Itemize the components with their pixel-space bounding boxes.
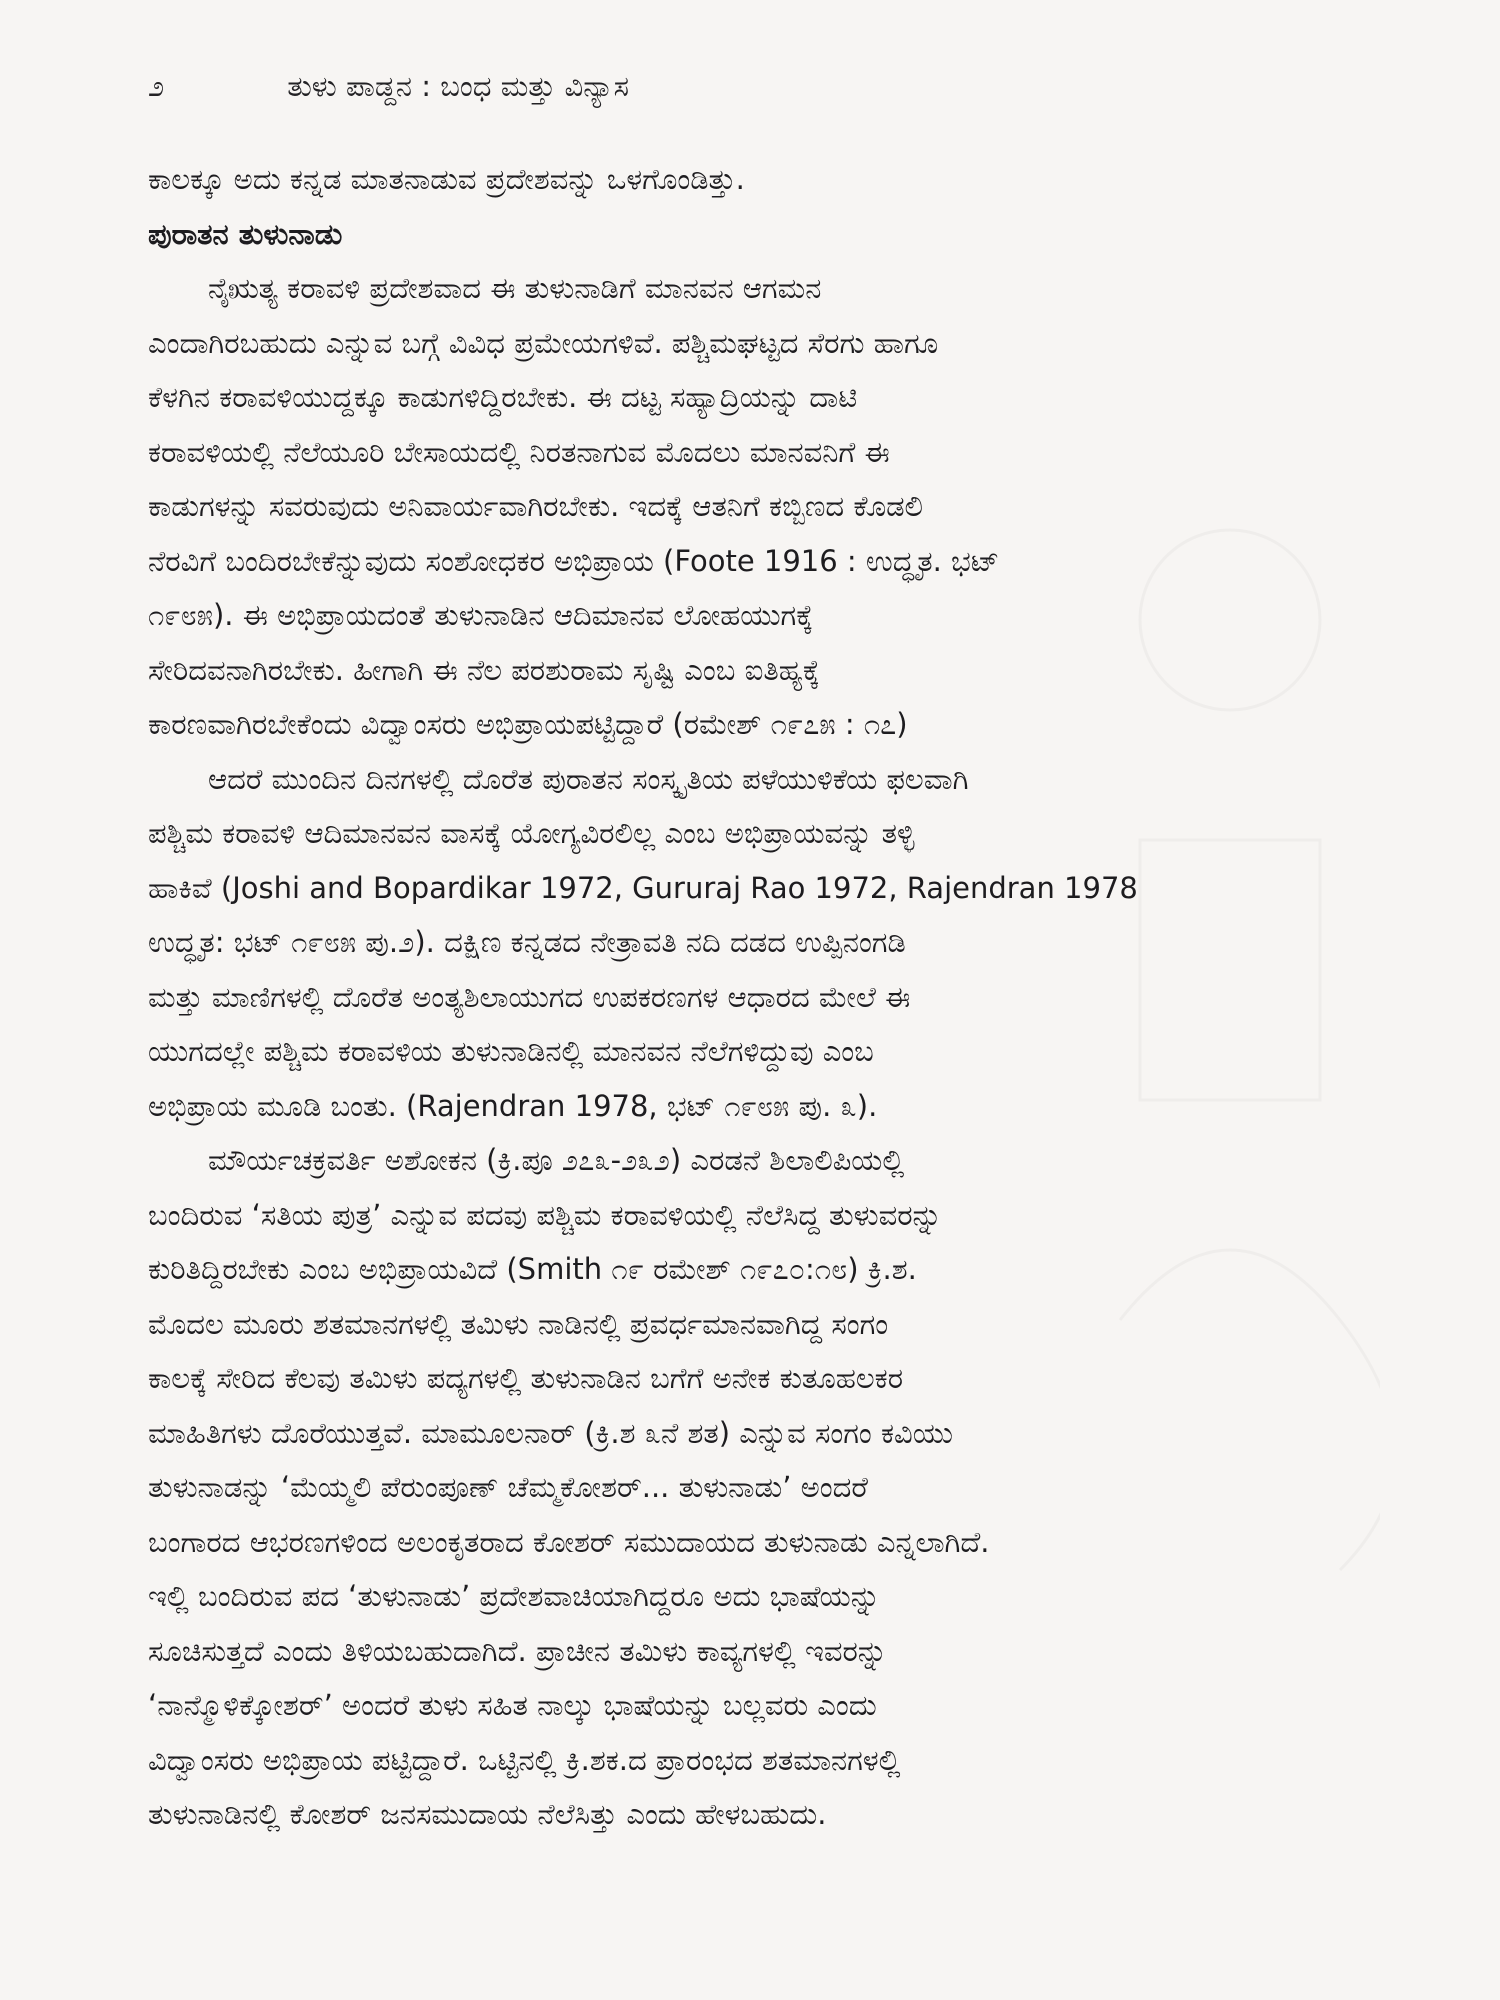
paragraph-line: ಮತ್ತು ಮಾಣಿಗಳಲ್ಲಿ ದೊರೆತ ಅಂತ್ಯಶಿಲಾಯುಗದ ಉಪಕರಣಗಳ ಆಧಾರದ ಮೇಲೆ ಈ	[148, 979, 911, 1014]
paragraph-line: ಕುರಿತಿದ್ದಿರಬೇಕು ಎಂಬ ಅಭಿಪ್ರಾಯವಿದೆ (Smith ೧೯ ರಮೇಶ್ ೧೯೭೦:೧೮) ಕ್ರಿ.ಶ.	[148, 1252, 917, 1286]
paragraph-line: ತುಳುನಾಡಿನಲ್ಲಿ ಕೋಶರ್ ಜನಸಮುದಾಯ ನೆಲೆಸಿತ್ತು ಎಂದು ಹೇಳಬಹುದು.	[148, 1797, 827, 1831]
paragraph-line: ಸೂಚಿಸುತ್ತದೆ ಎಂದು ತಿಳಿಯಬಹುದಾಗಿದೆ. ಪ್ರಾಚೀನ ತಮಿಳು ಕಾವ್ಯಗಳಲ್ಲಿ ಇವರನ್ನು	[148, 1633, 888, 1668]
paragraph-line: ಮಾಹಿತಿಗಳು ದೊರೆಯುತ್ತವೆ. ಮಾಮೂಲನಾರ್ (ಕ್ರಿ.ಶ ೩ನೆ ಶತ) ಎನ್ನುವ ಸಂಗಂ ಕವಿಯು	[148, 1415, 954, 1450]
paragraph-line: ಮೊದಲ ಮೂರು ಶತಮಾನಗಳಲ್ಲಿ ತಮಿಳು ನಾಡಿನಲ್ಲಿ ಪ್ರವರ್ಧಮಾನವಾಗಿದ್ದ ಸಂಗಂ	[148, 1306, 889, 1341]
paragraph-2	[148, 752, 1366, 1134]
paragraph-line: ತುಳುನಾಡನ್ನು ‘ಮೆಯ್ಮಲಿ ಪೆರುಂಪೂಣ್ ಚೆಮ್ಮಕೋಶರ್... ತುಳುನಾಡು’ ಅಂದರೆ	[148, 1470, 868, 1504]
paragraph-line: ವಿದ್ವಾಂಸರು ಅಭಿಪ್ರಾಯ ಪಟ್ಟಿದ್ದಾರೆ. ಒಟ್ಟಿನಲ್ಲಿ ಕ್ರಿ.ಶಕ.ದ ಪ್ರಾರಂಭದ ಶತಮಾನಗಳಲ್ಲಿ	[148, 1742, 901, 1777]
paragraph-line: ಇಲ್ಲಿ ಬಂದಿರುವ ಪದ ‘ತುಳುನಾಡು’ ಪ್ರದೇಶವಾಚಿಯಾಗಿದ್ದರೂ ಅದು ಭಾಷೆಯನ್ನು	[148, 1579, 880, 1613]
running-title: ತುಳು ಪಾಡ್ದನ : ಬಂಧ ಮತ್ತು ವಿನ್ಯಾಸ	[287, 69, 630, 103]
paragraph-line: ‘ನಾನ್ಮೊಳಿಕ್ಕೋಶರ್’ ಅಂದರೆ ತುಳು ಸಹಿತ ನಾಲ್ಕು ಭಾಷೆಯನ್ನು ಬಲ್ಲವರು ಎಂದು	[148, 1688, 877, 1722]
paragraph-line: ಸೇರಿದವನಾಗಿರಬೇಕು. ಹೀಗಾಗಿ ಈ ನೆಲ ಪರಶುರಾಮ ಸೃಷ್ಟಿ ಎಂಬ ಐತಿಹ್ಯಕ್ಕೆ	[148, 652, 820, 687]
paragraph-line: ಅಭಿಪ್ರಾಯ ಮೂಡಿ ಬಂತು. (Rajendran 1978, ಭಟ್ ೧೯೮೫ ಪು. ೩).	[148, 1088, 878, 1123]
paragraph-line: ಕೆಳಗಿನ ಕರಾವಳಿಯುದ್ದಕ್ಕೂ ಕಾಡುಗಳಿದ್ದಿರಬೇಕು. ಈ ದಟ್ಟ ಸಹ್ಯಾದ್ರಿಯನ್ನು ದಾಟಿ	[148, 380, 858, 414]
page-number: ೨	[148, 69, 165, 103]
page-header	[148, 60, 1388, 112]
paragraph-line: ಕಾಲಕ್ಕೆ ಸೇರಿದ ಕೆಲವು ತಮಿಳು ಪದ್ಯಗಳಲ್ಲಿ ತುಳುನಾಡಿನ ಬಗೆಗೆ ಅನೇಕ ಕುತೂಹಲಕರ	[148, 1361, 904, 1395]
paragraph-3	[148, 1133, 1366, 1842]
paragraph-line: ಹಾಕಿವೆ (Joshi and Bopardikar 1972, Gururaj Rao 1972, Rajendran 1978	[148, 870, 1138, 905]
paragraph-line: ನೈಋತ್ಯ ಕರಾವಳಿ ಪ್ರದೇಶವಾದ ಈ ತುಳುನಾಡಿಗೆ ಮಾನವನ ಆಗಮನ	[208, 271, 822, 305]
section-heading: ಪುರಾತನ ತುಳುನಾಡು	[148, 216, 343, 251]
page-body	[148, 152, 1366, 1842]
paragraph-line: ಕರಾವಳಿಯಲ್ಲಿ ನೆಲೆಯೂರಿ ಬೇಸಾಯದಲ್ಲಿ ನಿರತನಾಗುವ ಮೊದಲು ಮಾನವನಿಗೆ ಈ	[148, 434, 890, 469]
paragraph-line: ಆದರೆ ಮುಂದಿನ ದಿನಗಳಲ್ಲಿ ದೊರೆತ ಪುರಾತನ ಸಂಸ್ಕೃತಿಯ ಪಳೆಯುಳಿಕೆಯ ಫಲವಾಗಿ	[208, 761, 969, 796]
paragraph-line: ೧೯೮೫). ಈ ಅಭಿಪ್ರಾಯದಂತೆ ತುಳುನಾಡಿನ ಆದಿಮಾನವ ಲೋಹಯುಗಕ್ಕೆ	[148, 598, 814, 632]
paragraph-line: ಕಾಡುಗಳನ್ನು ಸವರುವುದು ಅನಿವಾರ್ಯವಾಗಿರಬೇಕು. ಇದಕ್ಕೆ ಆತನಿಗೆ ಕಬ್ಬಿಣದ ಕೊಡಲಿ	[148, 489, 924, 523]
paragraph-line: ಕಾರಣವಾಗಿರಬೇಕೆಂದು ವಿದ್ವಾಂಸರು ಅಭಿಪ್ರಾಯಪಟ್ಟಿದ್ದಾರೆ (ರಮೇಶ್ ೧೯೭೫ : ೧೭)	[148, 707, 908, 741]
paragraph-line: ಬಂದಿರುವ ‘ಸತಿಯ ಪುತ್ರ’ ಎನ್ನುವ ಪದವು ಪಶ್ಚಿಮ ಕರಾವಳಿಯಲ್ಲಿ ನೆಲೆಸಿದ್ದ ತುಳುವರನ್ನು	[148, 1197, 942, 1232]
opening-line: ಕಾಲಕ್ಕೂ ಅದು ಕನ್ನಡ ಮಾತನಾಡುವ ಪ್ರದೇಶವನ್ನು ಒಳಗೊಂಡಿತ್ತು.	[148, 162, 745, 196]
paragraph-line: ಎಂದಾಗಿರಬಹುದು ಎನ್ನುವ ಬಗ್ಗೆ ವಿವಿಧ ಪ್ರಮೇಯಗಳಿವೆ. ಪಶ್ಚಿಮಘಟ್ಟದ ಸೆರಗು ಹಾಗೂ	[148, 325, 939, 360]
paragraph-line: ಮೌರ್ಯಚಕ್ರವರ್ತಿ ಅಶೋಕನ (ಕ್ರಿ.ಪೂ ೨೭೩-೨೩೨) ಎರಡನೆ ಶಿಲಾಲಿಪಿಯಲ್ಲಿ	[208, 1143, 905, 1177]
paragraph-line: ನೆರವಿಗೆ ಬಂದಿರಬೇಕೆನ್ನುವುದು ಸಂಶೋಧಕರ ಅಭಿಪ್ರಾಯ (Foote 1916 : ಉದ್ಧೃತ. ಭಟ್	[148, 543, 1000, 578]
paragraph-line: ಯುಗದಲ್ಲೇ ಪಶ್ಚಿಮ ಕರಾವಳಿಯ ತುಳುನಾಡಿನಲ್ಲಿ ಮಾನವನ ನೆಲೆಗಳಿದ್ದುವು ಎಂಬ	[148, 1034, 874, 1068]
paragraph-line: ಉದ್ಧೃತ: ಭಟ್ ೧೯೮೫ ಪು.೨). ದಕ್ಷಿಣ ಕನ್ನಡದ ನೇತ್ರಾವತಿ ನದಿ ದಡದ ಉಪ್ಪಿನಂಗಡಿ	[148, 925, 906, 959]
paragraph-line: ಪಶ್ಚಿಮ ಕರಾವಳಿ ಆದಿಮಾನವನ ವಾಸಕ್ಕೆ ಯೋಗ್ಯವಿರಲಿಲ್ಲ ಎಂಬ ಅಭಿಪ್ರಾಯವನ್ನು ತಳ್ಳಿ	[148, 816, 915, 850]
paragraph-line: ಬಂಗಾರದ ಆಭರಣಗಳಿಂದ ಅಲಂಕೃತರಾದ ಕೋಶರ್ ಸಮುದಾಯದ ತುಳುನಾಡು ಎನ್ನಲಾಗಿದೆ.	[148, 1524, 990, 1559]
paragraph-1	[148, 261, 1366, 752]
